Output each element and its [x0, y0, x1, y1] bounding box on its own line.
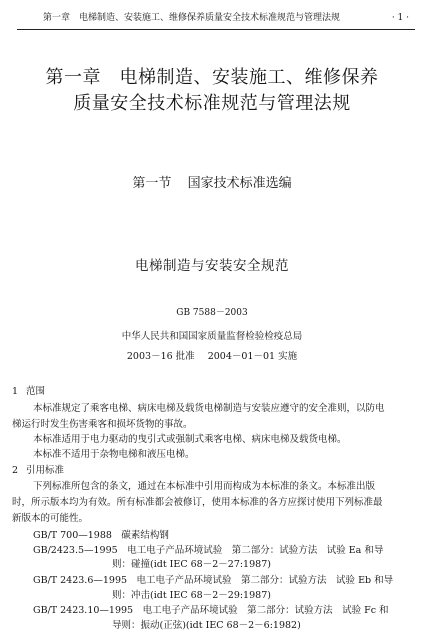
document-dates — [0, 351, 424, 363]
chapter-title-line-1: 第一章 电梯制造、安装施工、维修保养 — [45, 67, 379, 88]
header-rule — [17, 29, 415, 30]
section-heading — [0, 176, 424, 192]
reference-entry: GB/2423.5—1995 电工电子产品环境试验 第二部分：试验方法 试验 Ea 和导 — [33, 545, 384, 556]
clause-title: 范围 — [26, 386, 46, 397]
reference-entry: GB/T 2423.6—1995 电工电子产品环境试验 第二部分：试验方法 试验 Eb 和导 — [33, 575, 394, 586]
body-text-line: 本标准规定了乘客电梯、病床电梯及载货电梯制造与安装应遵守的安全准则，以防电 — [33, 403, 385, 414]
running-header — [17, 8, 415, 30]
approval-date: 2003－16 批准 — [126, 351, 195, 362]
clause-number: 2 — [12, 465, 19, 476]
clause-title: 引用标准 — [26, 465, 65, 476]
effective-date: 2004－01－01 实施 — [207, 351, 298, 362]
reference-entry-continuation: 导则：振动(正弦)(idt IEC 68－2－6:1982) — [112, 620, 301, 631]
reference-entry-continuation: 则：碰撞(idt IEC 68－2－27:1987) — [112, 559, 271, 570]
body-text-line: 新版本的可能性。 — [12, 513, 89, 524]
body-text-line: 梯运行时发生伤害乘客和损坏货物的事故。 — [12, 419, 193, 430]
section-title: 国家技术标准选编 — [187, 176, 292, 191]
running-title: 第一章 电梯制造、安装施工、维修保养质量安全技术标准规范与管理法规 — [43, 13, 341, 23]
reference-entry: GB/T 700—1988 碳素结构钢 — [33, 530, 169, 541]
section-number: 第一节 — [132, 176, 172, 191]
clause-heading-references — [12, 465, 64, 477]
body-text-line: 本标准不适用于杂物电梯和液压电梯。 — [33, 449, 195, 460]
page-number: · 1 · — [391, 13, 409, 23]
clause-number: 1 — [12, 386, 19, 397]
clause-heading-scope — [12, 386, 45, 398]
body-text-line: 本标准适用于电力驱动的曳引式或强制式乘客电梯、病床电梯及载货电梯。 — [33, 434, 347, 445]
reference-entry: GB/T 2423.10—1995 电工电子产品环境试验 第二部分：试验方法 试验 Fc 和 — [33, 605, 389, 616]
standard-number: GB 7588－2003 — [176, 308, 248, 318]
issuing-authority: 中华人民共和国国家质量监督检验检疫总局 — [121, 331, 303, 342]
body-text-line: 下列标准所包含的条文，通过在本标准中引用而构成为本标准的条文。本标准出版 — [33, 481, 376, 492]
document-title: 电梯制造与安装安全规范 — [135, 258, 289, 274]
body-text-line: 时，所示版本均为有效。所有标准都会被修订，使用本标准的各方应探讨使用下列标准最 — [12, 497, 383, 508]
chapter-title-line-2: 质量安全技术标准规范与管理法规 — [73, 93, 351, 114]
reference-entry-continuation: 则：冲击(idt IEC 68－2－29:1987) — [112, 590, 271, 601]
